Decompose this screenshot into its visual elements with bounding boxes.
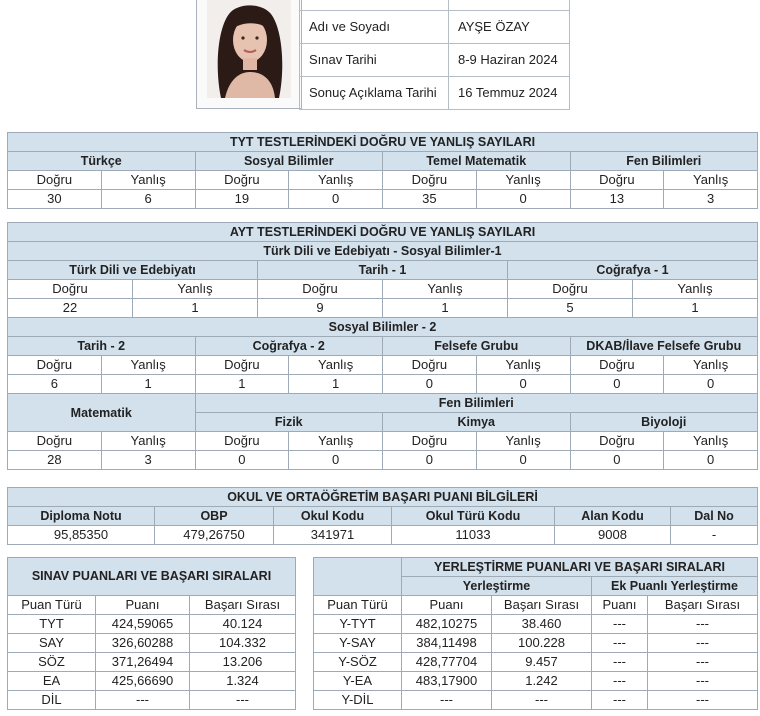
yanlis-header: Yanlış: [101, 432, 195, 451]
sira-value: 13.206: [190, 653, 296, 672]
puan-value: ---: [402, 691, 492, 710]
yanlis-value: 0: [664, 375, 758, 394]
obp-value: 479,26750: [155, 526, 274, 545]
okul-header: Okul Türü Kodu: [392, 507, 555, 526]
dogru-header: Doğru: [8, 356, 102, 375]
yanlis-value: 3: [101, 451, 195, 470]
tyt-subject: Türkçe: [8, 152, 196, 171]
sinav-header: Başarı Sırası: [190, 596, 296, 615]
sira-value: 1.324: [190, 672, 296, 691]
dogru-header: Doğru: [570, 432, 664, 451]
ek-sira-value: ---: [648, 653, 758, 672]
dogru-value: 0: [570, 375, 664, 394]
dogru-header: Doğru: [383, 432, 477, 451]
puan-value: 326,60288: [96, 634, 190, 653]
yanlis-header: Yanlış: [664, 432, 758, 451]
yanlis-value: 0: [664, 451, 758, 470]
name-label: Adı ve Soyadı: [300, 11, 449, 44]
tyt-subject: Fen Bilimleri: [570, 152, 758, 171]
ayt-group1-title: Türk Dili ve Edebiyatı - Sosyal Bilimler-1: [8, 242, 758, 261]
yanlis-value: 6: [101, 190, 195, 209]
ayt-subject: Türk Dili ve Edebiyatı: [8, 261, 258, 280]
yanlis-value: 0: [289, 451, 383, 470]
alan-kodu-value: 9008: [555, 526, 671, 545]
puan-value: 483,17900: [402, 672, 492, 691]
identity-table: [299, 0, 570, 110]
sinav-header: Puan Türü: [8, 596, 96, 615]
yanlis-value: 1: [383, 299, 508, 318]
puan-value: 371,26494: [96, 653, 190, 672]
yanlis-value: 1: [633, 299, 758, 318]
tyt-table: [7, 132, 758, 209]
yerlestirme-header: Başarı Sırası: [648, 596, 758, 615]
dogru-header: Doğru: [570, 171, 664, 190]
yanlis-header: Yanlış: [664, 171, 758, 190]
okul-turu-kodu-value: 11033: [392, 526, 555, 545]
ek-puan-value: ---: [592, 672, 648, 691]
yanlis-value: 1: [133, 299, 258, 318]
sinav-header: Puanı: [96, 596, 190, 615]
dogru-header: Doğru: [383, 171, 477, 190]
okul-header: Okul Kodu: [274, 507, 392, 526]
yerlestirme-sub2: Ek Puanlı Yerleştirme: [592, 577, 758, 596]
dogru-value: 0: [383, 375, 477, 394]
dogru-value: 1: [195, 375, 289, 394]
yanlis-value: 1: [101, 375, 195, 394]
dogru-value: 28: [8, 451, 102, 470]
sira-value: 38.460: [492, 615, 592, 634]
okul-header: Dal No: [671, 507, 758, 526]
yanlis-header: Yanlış: [101, 356, 195, 375]
okul-table: [7, 487, 758, 545]
okul-title: OKUL VE ORTAÖĞRETİM BAŞARI PUANI BİLGİLERİ: [8, 488, 758, 507]
ayt-subject: Felsefe Grubu: [383, 337, 571, 356]
ek-sira-value: ---: [648, 691, 758, 710]
dogru-value: 0: [195, 451, 289, 470]
yanlis-header: Yanlış: [476, 356, 570, 375]
ek-sira-value: ---: [648, 672, 758, 691]
table-row: DİL: [8, 691, 96, 710]
puan-value: 424,59065: [96, 615, 190, 634]
yanlis-value: 0: [476, 451, 570, 470]
yerlestirme-header: Puan Türü: [314, 596, 402, 615]
ek-puan-value: ---: [592, 615, 648, 634]
ayt-subject: Coğrafya - 2: [195, 337, 383, 356]
candidate-photo: [207, 0, 291, 98]
dogru-value: 13: [570, 190, 664, 209]
puan-value: 482,10275: [402, 615, 492, 634]
exam-date-label: Sınav Tarihi: [300, 44, 449, 77]
ayt-fen-title: Fen Bilimleri: [195, 394, 758, 413]
exam-date-value: 8-9 Haziran 2024: [449, 44, 570, 77]
dal-no-value: -: [671, 526, 758, 545]
okul-header: Alan Kodu: [555, 507, 671, 526]
okul-header: OBP: [155, 507, 274, 526]
ek-puan-value: ---: [592, 653, 648, 672]
yanlis-value: 0: [289, 190, 383, 209]
yanlis-header: Yanlış: [476, 171, 570, 190]
photo-frame: [196, 0, 302, 109]
yanlis-header: Yanlış: [133, 280, 258, 299]
tyt-subject: Temel Matematik: [383, 152, 571, 171]
yanlis-value: 0: [476, 190, 570, 209]
tyt-title: TYT TESTLERİNDEKİ DOĞRU VE YANLIŞ SAYILARI: [8, 133, 758, 152]
yanlis-header: Yanlış: [101, 171, 195, 190]
ek-puan-value: ---: [592, 691, 648, 710]
yanlis-header: Yanlış: [476, 432, 570, 451]
dogru-value: 0: [383, 451, 477, 470]
table-row: Y-TYT: [314, 615, 402, 634]
yanlis-header: Yanlış: [633, 280, 758, 299]
yerlestirme-sub1: Yerleştirme: [402, 577, 592, 596]
table-row: Y-SAY: [314, 634, 402, 653]
ayt-subject: Kimya: [383, 413, 571, 432]
puan-value: ---: [96, 691, 190, 710]
dogru-header: Doğru: [8, 432, 102, 451]
yanlis-value: 0: [476, 375, 570, 394]
yanlis-header: Yanlış: [289, 356, 383, 375]
dogru-value: 19: [195, 190, 289, 209]
dogru-value: 35: [383, 190, 477, 209]
ayt-subject: DKAB/İlave Felsefe Grubu: [570, 337, 758, 356]
sira-value: 104.332: [190, 634, 296, 653]
table-row: Y-SÖZ: [314, 653, 402, 672]
dogru-header: Doğru: [8, 280, 133, 299]
ayt-subject: Fizik: [195, 413, 383, 432]
ayt-subject: Coğrafya - 1: [508, 261, 758, 280]
result-date-label: Sonuç Açıklama Tarihi: [300, 77, 449, 110]
ayt-matematik-title: Matematik: [8, 394, 196, 432]
puan-value: 425,66690: [96, 672, 190, 691]
yerlestirme-corner: [314, 558, 402, 596]
table-row: EA: [8, 672, 96, 691]
diploma-notu-value: 95,85350: [8, 526, 155, 545]
dogru-value: 9: [258, 299, 383, 318]
yanlis-header: Yanlış: [289, 432, 383, 451]
dogru-header: Doğru: [195, 432, 289, 451]
dogru-header: Doğru: [8, 171, 102, 190]
table-row: SAY: [8, 634, 96, 653]
dogru-header: Doğru: [570, 356, 664, 375]
sira-value: 9.457: [492, 653, 592, 672]
sinav-puanlari-table: [7, 557, 296, 710]
ayt-group2-title: Sosyal Bilimler - 2: [8, 318, 758, 337]
yanlis-value: 3: [664, 190, 758, 209]
yanlis-header: Yanlış: [289, 171, 383, 190]
sira-value: ---: [190, 691, 296, 710]
ayt-subject: Biyoloji: [570, 413, 758, 432]
sira-value: 1.242: [492, 672, 592, 691]
yerlestirme-table: [313, 557, 758, 710]
yanlis-header: Yanlış: [383, 280, 508, 299]
okul-kodu-value: 341971: [274, 526, 392, 545]
yanlis-header: Yanlış: [664, 356, 758, 375]
yanlis-value: 1: [289, 375, 383, 394]
yerlestirme-header: Puanı: [592, 596, 648, 615]
yerlestirme-header: Başarı Sırası: [492, 596, 592, 615]
ek-sira-value: ---: [648, 634, 758, 653]
name-value: AYŞE ÖZAY: [449, 11, 570, 44]
tyt-subject: Sosyal Bilimler: [195, 152, 383, 171]
sira-value: 100.228: [492, 634, 592, 653]
table-row: SÖZ: [8, 653, 96, 672]
ayt-title: AYT TESTLERİNDEKİ DOĞRU VE YANLIŞ SAYILARI: [8, 223, 758, 242]
dogru-value: 0: [570, 451, 664, 470]
dogru-value: 6: [8, 375, 102, 394]
sira-value: 40.124: [190, 615, 296, 634]
dogru-header: Doğru: [258, 280, 383, 299]
ayt-table: [7, 222, 758, 470]
sinav-title: SINAV PUANLARI VE BAŞARI SIRALARI: [8, 558, 296, 596]
ek-sira-value: ---: [648, 615, 758, 634]
dogru-value: 5: [508, 299, 633, 318]
dogru-value: 22: [8, 299, 133, 318]
table-row: TYT: [8, 615, 96, 634]
yerlestirme-header: Puanı: [402, 596, 492, 615]
table-row: Y-EA: [314, 672, 402, 691]
dogru-value: 30: [8, 190, 102, 209]
sira-value: ---: [492, 691, 592, 710]
dogru-header: Doğru: [195, 356, 289, 375]
dogru-header: Doğru: [383, 356, 477, 375]
ek-puan-value: ---: [592, 634, 648, 653]
ayt-subject: Tarih - 1: [258, 261, 508, 280]
puan-value: 384,11498: [402, 634, 492, 653]
result-date-value: 16 Temmuz 2024: [449, 77, 570, 110]
dogru-header: Doğru: [195, 171, 289, 190]
okul-header: Diploma Notu: [8, 507, 155, 526]
puan-value: 428,77704: [402, 653, 492, 672]
dogru-header: Doğru: [508, 280, 633, 299]
yerlestirme-title: YERLEŞTİRME PUANLARI VE BAŞARI SIRALARI: [402, 558, 758, 577]
table-row: Y-DİL: [314, 691, 402, 710]
ayt-subject: Tarih - 2: [8, 337, 196, 356]
